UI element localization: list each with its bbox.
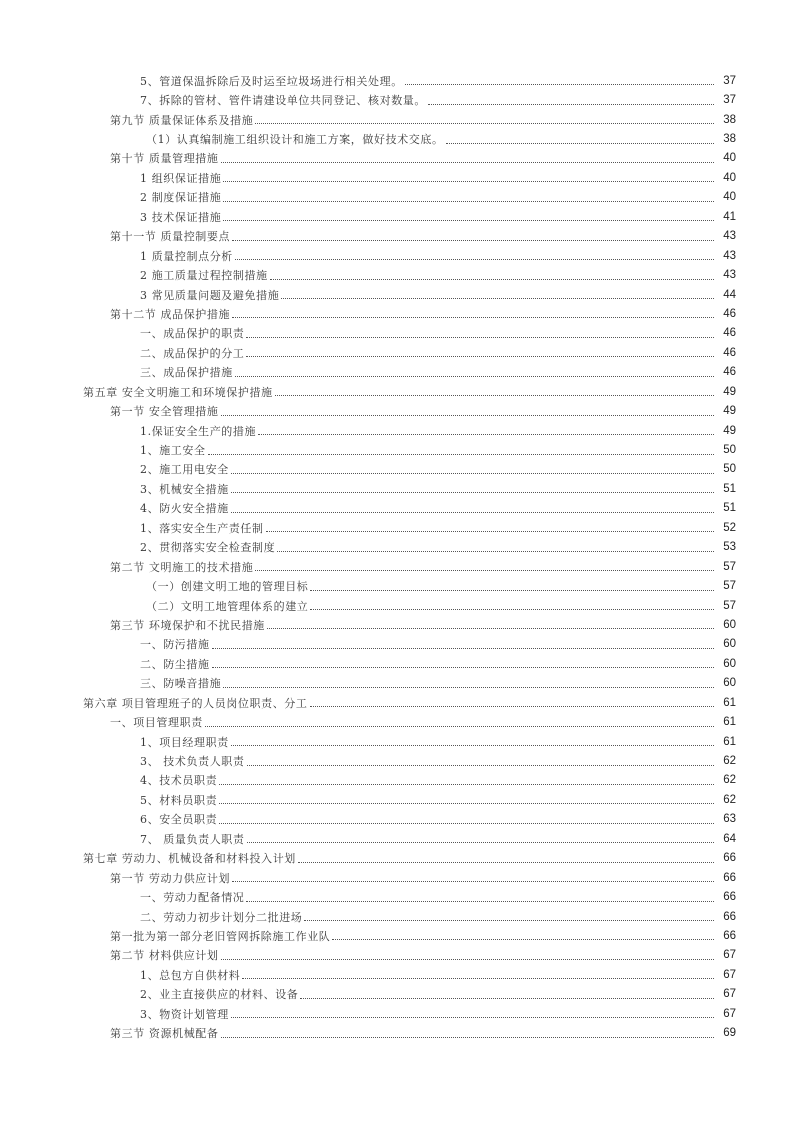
toc-entry-line [140, 810, 736, 829]
dot-leader [208, 453, 714, 455]
dot-leader [255, 122, 714, 124]
dot-leader [221, 414, 715, 416]
dot-leader [212, 666, 714, 668]
dot-leader [405, 83, 714, 85]
toc-entry-line [140, 363, 736, 382]
toc-entry-page-number[interactable]: 62 [723, 774, 736, 787]
toc-entry[interactable] [0, 149, 793, 168]
toc-entry-line [140, 168, 736, 187]
dot-leader [219, 802, 714, 804]
toc-entry-line [140, 518, 736, 537]
dot-leader [246, 355, 714, 357]
toc-entry-page-number[interactable]: 66 [723, 891, 736, 904]
dot-leader [221, 1036, 715, 1038]
toc-entry-page-number[interactable]: 50 [723, 444, 736, 457]
dot-leader [332, 938, 714, 940]
toc-entry[interactable] [0, 382, 793, 401]
dot-leader [212, 647, 714, 649]
toc-entry-line [140, 985, 736, 1004]
toc-entry[interactable] [0, 518, 793, 537]
toc-entry[interactable] [0, 849, 793, 868]
toc-entry-line [140, 207, 736, 226]
toc-entry-line [140, 440, 736, 459]
dot-leader [247, 764, 715, 766]
dot-leader [300, 997, 714, 999]
toc-entry-title[interactable]: 3、物资计划管理 [140, 1007, 229, 1021]
dot-leader [304, 919, 714, 921]
toc-entry-title[interactable]: 三、防噪音措施 [140, 677, 222, 691]
toc-entry-line [140, 965, 736, 984]
toc-entry-page-number[interactable]: 46 [723, 346, 736, 359]
dot-leader [310, 705, 715, 707]
toc-entry-page-number[interactable]: 49 [723, 424, 736, 437]
toc-entry[interactable] [0, 674, 793, 693]
toc-entry[interactable] [0, 654, 793, 673]
dot-leader [235, 375, 714, 377]
toc-entry-page-number[interactable]: 66 [723, 910, 736, 923]
toc-entry-title[interactable]: 第一节 安全管理措施 [110, 405, 219, 419]
toc-entry-page-number[interactable]: 46 [723, 327, 736, 340]
toc-entry-line [146, 129, 736, 148]
toc-entry[interactable] [0, 985, 793, 1004]
toc-entry-title[interactable]: 5、管道保温拆除后及时运至垃圾场进行相关处理。 [140, 74, 403, 88]
toc-entry[interactable] [0, 460, 793, 479]
toc-entry-title[interactable]: 2、施工用电安全 [140, 463, 229, 477]
toc-entry-line [140, 907, 736, 926]
toc-entry-title[interactable]: 二、劳动力初步计划分二批进场 [140, 910, 303, 924]
toc-entry-page-number[interactable]: 66 [723, 929, 736, 942]
toc-entry-page-number[interactable]: 61 [723, 735, 736, 748]
toc-entry[interactable] [0, 110, 793, 129]
dot-leader [231, 511, 714, 513]
dot-leader [310, 589, 714, 591]
toc-entry-line [140, 479, 736, 498]
dot-leader [205, 725, 714, 727]
toc-entry-line [140, 188, 736, 207]
toc-entry-page-number[interactable]: 60 [723, 638, 736, 651]
toc-entry-line [140, 285, 736, 304]
toc-entry-page-number[interactable]: 60 [723, 657, 736, 670]
dot-leader [267, 627, 714, 629]
toc-entry-page-number[interactable]: 57 [723, 560, 736, 573]
toc-entry[interactable] [0, 324, 793, 343]
dot-leader [281, 297, 714, 299]
toc-entry[interactable] [0, 401, 793, 420]
toc-entry[interactable] [0, 265, 793, 284]
toc-entry-page-number[interactable]: 49 [723, 385, 736, 398]
dot-leader [266, 530, 714, 532]
toc-entry-line [110, 712, 736, 731]
toc-entry-title[interactable]: 第二节 文明施工的技术措施 [110, 560, 254, 574]
dot-leader [277, 550, 714, 552]
toc-entry-page-number[interactable]: 57 [723, 580, 736, 593]
toc-entry-line [83, 382, 736, 401]
toc-entry-line [110, 868, 736, 887]
dot-leader [255, 569, 714, 571]
toc-entry-title[interactable]: 第六章 项目管理班子的人员岗位职责、分工 [83, 696, 308, 710]
dot-leader [270, 278, 714, 280]
toc-entry-line [140, 790, 736, 809]
dot-leader [231, 472, 714, 474]
toc-entry[interactable] [0, 829, 793, 848]
toc-entry-page-number[interactable]: 51 [723, 482, 736, 495]
toc-entry-line [140, 732, 736, 751]
toc-entry[interactable] [0, 615, 793, 634]
toc-entry[interactable] [0, 557, 793, 576]
dot-leader [242, 977, 714, 979]
toc-entry-line [110, 557, 736, 576]
toc-entry-line [140, 887, 736, 906]
toc-entry-line [110, 1023, 736, 1042]
toc-entry[interactable] [0, 868, 793, 887]
toc-entry-title[interactable]: 3、 技术负责人职责 [140, 755, 245, 769]
toc-entry-title[interactable]: 7、拆除的管材、管件请建设单位共同登记、核对数量。 [140, 94, 426, 108]
toc-entry-title[interactable]: 5、材料员职责 [140, 793, 218, 807]
dot-leader [232, 316, 714, 318]
toc-entry-title[interactable]: 第一批为第一部分老旧管网拆除施工作业队 [110, 929, 331, 943]
toc-entry-title[interactable]: 3 技术保证措施 [140, 210, 222, 224]
toc-entry-title[interactable]: 第五章 安全文明施工和环境保护措施 [83, 385, 273, 399]
toc-entry-line [140, 246, 736, 265]
dot-leader [310, 608, 714, 610]
toc-entry[interactable] [0, 790, 793, 809]
dot-leader [231, 491, 714, 493]
toc-entry[interactable] [0, 207, 793, 226]
table-of-contents [0, 71, 793, 1043]
toc-entry[interactable] [0, 810, 793, 829]
toc-entry-page-number[interactable]: 38 [723, 113, 736, 126]
dot-leader [223, 219, 714, 221]
dot-leader [223, 200, 714, 202]
toc-entry-title[interactable]: 2 施工质量过程控制措施 [140, 269, 268, 283]
dot-leader [235, 258, 714, 260]
toc-entry-page-number[interactable]: 67 [723, 949, 736, 962]
toc-entry-page-number[interactable]: 40 [723, 171, 736, 184]
toc-entry-page-number[interactable]: 49 [723, 405, 736, 418]
toc-entry-title[interactable]: 4、防火安全措施 [140, 502, 229, 516]
toc-entry-page-number[interactable]: 67 [723, 988, 736, 1001]
toc-entry-page-number[interactable]: 67 [723, 968, 736, 981]
toc-entry[interactable] [0, 596, 793, 615]
toc-entry[interactable] [0, 732, 793, 751]
toc-entry-page-number[interactable]: 60 [723, 618, 736, 631]
toc-entry-title[interactable]: （1）认真编制施工组织设计和施工方案，做好技术交底。 [146, 133, 444, 147]
toc-entry[interactable] [0, 771, 793, 790]
toc-entry-line [110, 946, 736, 965]
dot-leader [428, 103, 714, 105]
toc-entry-page-number[interactable]: 51 [723, 502, 736, 515]
toc-entry-title[interactable]: 第二节 材料供应计划 [110, 949, 219, 963]
toc-entry-line [140, 751, 736, 770]
toc-entry-page-number[interactable]: 57 [723, 599, 736, 612]
toc-entry-page-number[interactable]: 46 [723, 366, 736, 379]
toc-entry-page-number[interactable]: 44 [723, 288, 736, 301]
toc-entry-page-number[interactable]: 66 [723, 871, 736, 884]
toc-entry-page-number[interactable]: 66 [723, 852, 736, 865]
toc-entry[interactable] [0, 227, 793, 246]
toc-entry-line [140, 90, 736, 109]
toc-entry-line [110, 401, 736, 420]
dot-leader [232, 239, 714, 241]
toc-entry[interactable] [0, 965, 793, 984]
toc-entry-line [140, 635, 736, 654]
toc-entry[interactable] [0, 712, 793, 731]
toc-entry[interactable] [0, 907, 793, 926]
toc-entry-page-number[interactable]: 46 [723, 307, 736, 320]
toc-entry-title[interactable]: 1、项目经理职责 [140, 735, 229, 749]
toc-entry-page-number[interactable]: 61 [723, 696, 736, 709]
toc-entry[interactable] [0, 188, 793, 207]
toc-entry-page-number[interactable]: 52 [723, 521, 736, 534]
toc-entry-title[interactable]: 第九节 质量保证体系及措施 [110, 113, 254, 127]
toc-entry-title[interactable]: 第一节 劳动力供应计划 [110, 871, 231, 885]
toc-entry-page-number[interactable]: 53 [723, 541, 736, 554]
toc-entry[interactable] [0, 343, 793, 362]
toc-entry[interactable] [0, 693, 793, 712]
toc-entry[interactable] [0, 635, 793, 654]
dot-leader [258, 433, 714, 435]
toc-entry-title[interactable]: 第三节 资源机械配备 [110, 1027, 219, 1041]
toc-entry-line [140, 771, 736, 790]
toc-entry[interactable] [0, 71, 793, 90]
dot-leader [298, 861, 714, 863]
toc-entry-line [110, 110, 736, 129]
toc-entry-title[interactable]: 第十二节 成品保护措施 [110, 307, 231, 321]
dot-leader [221, 161, 715, 163]
dot-leader [219, 783, 714, 785]
toc-entry-title[interactable]: 2、贯彻落实安全检查制度 [140, 541, 276, 555]
toc-entry[interactable] [0, 168, 793, 187]
dot-leader [219, 822, 714, 824]
toc-entry-page-number[interactable]: 62 [723, 793, 736, 806]
toc-entry-page-number[interactable]: 61 [723, 716, 736, 729]
toc-entry-page-number[interactable]: 43 [723, 230, 736, 243]
toc-entry[interactable] [0, 285, 793, 304]
toc-entry-page-number[interactable]: 40 [723, 191, 736, 204]
toc-entry-page-number[interactable]: 67 [723, 1007, 736, 1020]
dot-leader [231, 1016, 714, 1018]
toc-entry-title[interactable]: 三、成品保护措施 [140, 366, 233, 380]
toc-entry-line [140, 71, 736, 90]
toc-entry[interactable] [0, 129, 793, 148]
dot-leader [275, 394, 714, 396]
dot-leader [232, 880, 714, 882]
toc-entry-title[interactable]: 1、总包方自供材料 [140, 968, 241, 982]
toc-entry[interactable] [0, 1004, 793, 1023]
toc-entry-line [140, 674, 736, 693]
toc-entry-title[interactable]: 二、成品保护的分工 [140, 346, 245, 360]
toc-entry-line [140, 829, 736, 848]
toc-entry-title[interactable]: 2 制度保证措施 [140, 191, 222, 205]
toc-entry-title[interactable]: 二、防尘措施 [140, 657, 210, 671]
toc-entry-title[interactable]: 3 常见质量问题及避免措施 [140, 288, 280, 302]
toc-entry-title[interactable]: 第十一节 质量控制要点 [110, 230, 231, 244]
dot-leader [221, 958, 715, 960]
toc-entry-title[interactable]: 1 质量控制点分析 [140, 249, 233, 263]
toc-entry-line [140, 654, 736, 673]
toc-entry-line [140, 343, 736, 362]
toc-entry-title[interactable]: 3、机械安全措施 [140, 482, 229, 496]
toc-entry-line [83, 693, 736, 712]
toc-entry-title[interactable]: 4、技术员职责 [140, 774, 218, 788]
toc-entry-page-number[interactable]: 50 [723, 463, 736, 476]
toc-entry-title[interactable]: 1.保证安全生产的措施 [140, 424, 257, 438]
toc-entry[interactable] [0, 479, 793, 498]
dot-leader [446, 142, 714, 144]
toc-entry-line [146, 596, 736, 615]
toc-entry-line [83, 849, 736, 868]
toc-entry[interactable] [0, 90, 793, 109]
toc-entry[interactable] [0, 576, 793, 595]
toc-entry-line [140, 421, 736, 440]
dot-leader [246, 336, 714, 338]
toc-entry[interactable] [0, 926, 793, 945]
toc-entry-line [140, 499, 736, 518]
toc-entry-line [140, 324, 736, 343]
toc-entry[interactable] [0, 887, 793, 906]
toc-entry-page-number[interactable]: 37 [723, 74, 736, 87]
toc-entry[interactable] [0, 538, 793, 557]
toc-entry-line [110, 615, 736, 634]
toc-entry-title[interactable]: 第七章 劳动力、机械设备和材料投入计划 [83, 852, 296, 866]
toc-entry-title[interactable]: 6、安全员职责 [140, 813, 218, 827]
toc-entry[interactable] [0, 421, 793, 440]
toc-entry-page-number[interactable]: 62 [723, 755, 736, 768]
toc-entry-page-number[interactable]: 37 [723, 94, 736, 107]
toc-entry-page-number[interactable]: 64 [723, 832, 736, 845]
toc-entry-line [140, 1004, 736, 1023]
toc-entry-line [140, 538, 736, 557]
toc-entry[interactable] [0, 304, 793, 323]
toc-entry-page-number[interactable]: 69 [723, 1027, 736, 1040]
toc-entry-line [110, 149, 736, 168]
toc-entry-title[interactable]: 一、防污措施 [140, 638, 210, 652]
toc-entry-line [140, 460, 736, 479]
toc-entry-title[interactable]: 第三节 环境保护和不扰民措施 [110, 618, 265, 632]
toc-entry-title[interactable]: （一）创建文明工地的管理目标 [146, 580, 309, 594]
toc-entry-page-number[interactable]: 38 [723, 133, 736, 146]
toc-entry-page-number[interactable]: 43 [723, 269, 736, 282]
toc-entry-title[interactable]: 第十节 质量管理措施 [110, 152, 219, 166]
toc-entry-line [110, 227, 736, 246]
toc-entry-title[interactable]: 1 组织保证措施 [140, 171, 222, 185]
dot-leader [223, 686, 714, 688]
toc-entry-line [110, 926, 736, 945]
toc-entry[interactable] [0, 751, 793, 770]
toc-entry-title[interactable]: 一、项目管理职责 [110, 716, 203, 730]
toc-entry-title[interactable]: 2、业主直接供应的材料、设备 [140, 988, 299, 1002]
toc-entry[interactable] [0, 246, 793, 265]
toc-entry[interactable] [0, 946, 793, 965]
toc-entry[interactable] [0, 363, 793, 382]
toc-entry-title[interactable]: 1、施工安全 [140, 444, 206, 458]
toc-entry-page-number[interactable]: 43 [723, 249, 736, 262]
dot-leader [246, 900, 714, 902]
toc-entry-title[interactable]: 一、劳动力配备情况 [140, 891, 245, 905]
toc-entry-page-number[interactable]: 60 [723, 677, 736, 690]
toc-entry-line [146, 576, 736, 595]
toc-entry-title[interactable]: 一、成品保护的职责 [140, 327, 245, 341]
toc-entry[interactable] [0, 1023, 793, 1042]
dot-leader [247, 841, 715, 843]
toc-entry-title[interactable]: 7、 质量负责人职责 [140, 832, 245, 846]
toc-entry-page-number[interactable]: 40 [723, 152, 736, 165]
dot-leader [231, 744, 714, 746]
toc-entry-title[interactable]: （二）文明工地管理体系的建立 [146, 599, 309, 613]
toc-entry-title[interactable]: 1、落实安全生产责任制 [140, 521, 264, 535]
toc-entry[interactable] [0, 499, 793, 518]
toc-entry[interactable] [0, 440, 793, 459]
toc-entry-line [140, 265, 736, 284]
toc-entry-page-number[interactable]: 63 [723, 813, 736, 826]
toc-entry-page-number[interactable]: 41 [723, 210, 736, 223]
toc-entry-line [110, 304, 736, 323]
dot-leader [223, 180, 714, 182]
